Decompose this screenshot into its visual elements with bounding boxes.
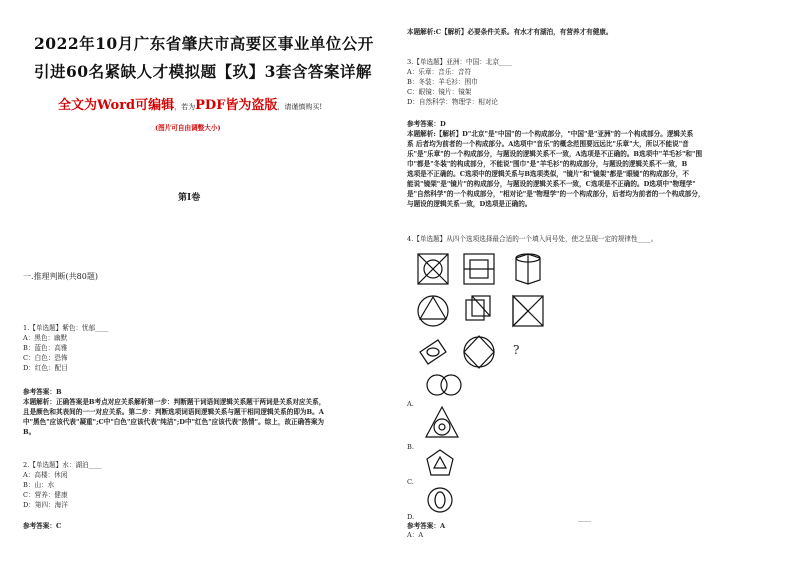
pdf-piracy-text: PDF皆为盗版 — [195, 98, 278, 113]
grid-cell-r1c1 — [418, 254, 448, 284]
q2-option-a: A：高楼：休闲 — [23, 471, 68, 479]
q3-stem: 3.【单选题】亚洲：中国：北京____ — [407, 58, 513, 66]
q1-option-d: D：红色：配目 — [23, 364, 68, 372]
q2-answer: 参考答案：C — [23, 522, 62, 530]
grid-cell-r1c3 — [516, 254, 540, 284]
q3-option-a: A：乐章：音乐：音符 — [407, 68, 472, 76]
q1-analysis-4: B。 — [23, 428, 36, 436]
q4-figure-grid — [412, 248, 552, 378]
q4-answer: 参考答案：A — [407, 522, 446, 530]
q4-option-d-figure — [425, 484, 465, 520]
image-note: (图片可自由调整大小) — [155, 124, 221, 132]
banner-buy-text: ，请谨慎购买! — [277, 103, 323, 111]
q2-stem: 2.【单选题】水：湖泊____ — [23, 461, 102, 469]
q4-label-d: D. — [407, 513, 415, 521]
q1-analysis-3: 中"黑色"应该代表"凝重";C中"白色"应该代表"纯洁";D中"红色"应该代表"热情"。综上，故正确答案为 — [23, 418, 325, 426]
q2-option-b: B：山：水 — [23, 481, 55, 489]
q3-analysis-7: 是"自然科学"的一个构成部分，"相对论"是"物理学"的一个构成部分，后者均为前者的一个构成部分， — [407, 190, 705, 198]
q3-analysis-1: 本题解析:【解析】D"北京"是"中国"的一个构成部分，"中国"是"亚洲"的一个构成部分。逻辑关系 — [407, 130, 694, 138]
section-heading: 一.推理判断(共80题) — [23, 272, 98, 281]
q4-question-mark: ? — [513, 343, 520, 357]
doc-title-line1: 2022年10月广东省肇庆市高要区事业单位公开 — [34, 34, 374, 53]
grid-cell-r1c2 — [464, 254, 494, 284]
q3-answer: 参考答案：D — [407, 120, 446, 128]
q1-option-b: B：蓝色：高雅 — [23, 344, 68, 352]
q3-analysis-6: 能说"镜架"是"镜片"的构成部分，与题设的逻辑关系不一致，C选项是不正确的。D选项中"物理学" — [407, 180, 696, 188]
grid-cell-r2c1 — [418, 296, 448, 326]
q1-answer: 参考答案：B — [23, 388, 62, 396]
q2-analysis: 本题解析:C【解析】必要条件关系。有水才有湖泊，有营养才有健康。 — [407, 28, 613, 36]
q4-option-c-figure — [425, 448, 465, 484]
q3-option-c: C：眼镜：镜片：镜架 — [407, 88, 472, 96]
volume-heading: 第Ⅰ卷 — [178, 193, 201, 203]
q1-stem: 1.【单选题】紫色：忧郁____ — [23, 324, 109, 332]
doc-title-line2: 引进60名紧缺人才模拟题【玖】3套含答案详解 — [34, 62, 372, 81]
q1-option-c: C：白色：恐怖 — [23, 354, 68, 362]
q3-analysis-4: 巾"都是"冬装"的构成部分，不能说"围巾"是"羊毛衫"的构成部分，与题设的逻辑关系不一致，B — [407, 160, 688, 168]
promo-banner — [58, 94, 322, 113]
q2-option-c: C：营养：健康 — [23, 491, 68, 499]
q3-option-b: B：冬装：羊毛衫：围巾 — [407, 78, 478, 86]
q4-option-b-figure — [425, 405, 465, 441]
grid-cell-r3c2 — [464, 336, 494, 368]
q3-analysis-2: 系 后者均为前者的一个构成部分。A选项中"音乐"的概念范围要远远比"乐章"大，所以不能说"音 — [407, 140, 689, 148]
grid-cell-r2c3 — [513, 296, 543, 326]
q1-analysis-2: 且是颜色和其表间的一一对应关系。第二步：判断选项词语间逻辑关系与题干相同逻辑关系的即为B。A — [23, 408, 324, 416]
q4-option-a-figure — [425, 372, 465, 402]
q4-label-b: B. — [407, 443, 414, 451]
q3-analysis-8: 与题设的逻辑关系一致，D选项是正确的。 — [407, 200, 532, 208]
q2-option-d: D：第四：海洋 — [23, 501, 68, 509]
q4-label-c: C. — [407, 478, 414, 486]
grid-cell-r2c2 — [466, 296, 490, 320]
q4-answer-value: A：A — [407, 531, 424, 539]
q4-stem: 4.【单选题】从四个选项选择最合适的一个填入问号处，使之呈现一定的规律性____。 — [407, 235, 658, 243]
banner-sep: ，若为 — [174, 103, 196, 111]
q4-blank: ____ — [578, 514, 592, 522]
q1-option-a: A：黑色：幽默 — [23, 334, 68, 342]
grid-cell-r3c1 — [420, 340, 446, 364]
q3-analysis-3: 乐"是"乐章"的一个构成部分，与题设的逻辑关系不一致，A选项是不正确的。B选项中"羊毛衫"和"围 — [407, 150, 703, 158]
q3-option-d: D：自然科学：物理学：相对论 — [407, 98, 499, 106]
word-editable-text: 全文为Word可编辑 — [58, 98, 175, 113]
q4-label-a: A. — [407, 400, 414, 408]
q3-analysis-5: 选项是不正确的。C选项中的逻辑关系与B选项类似，"镜片"和"镜架"都是"眼镜"的构成部分，不 — [407, 170, 689, 178]
q1-analysis-1: 本题解析：正确答案是B考点对应关系解析第一步：判断题干词语间逻辑关系题干两词是关系对应关系， — [23, 398, 326, 406]
